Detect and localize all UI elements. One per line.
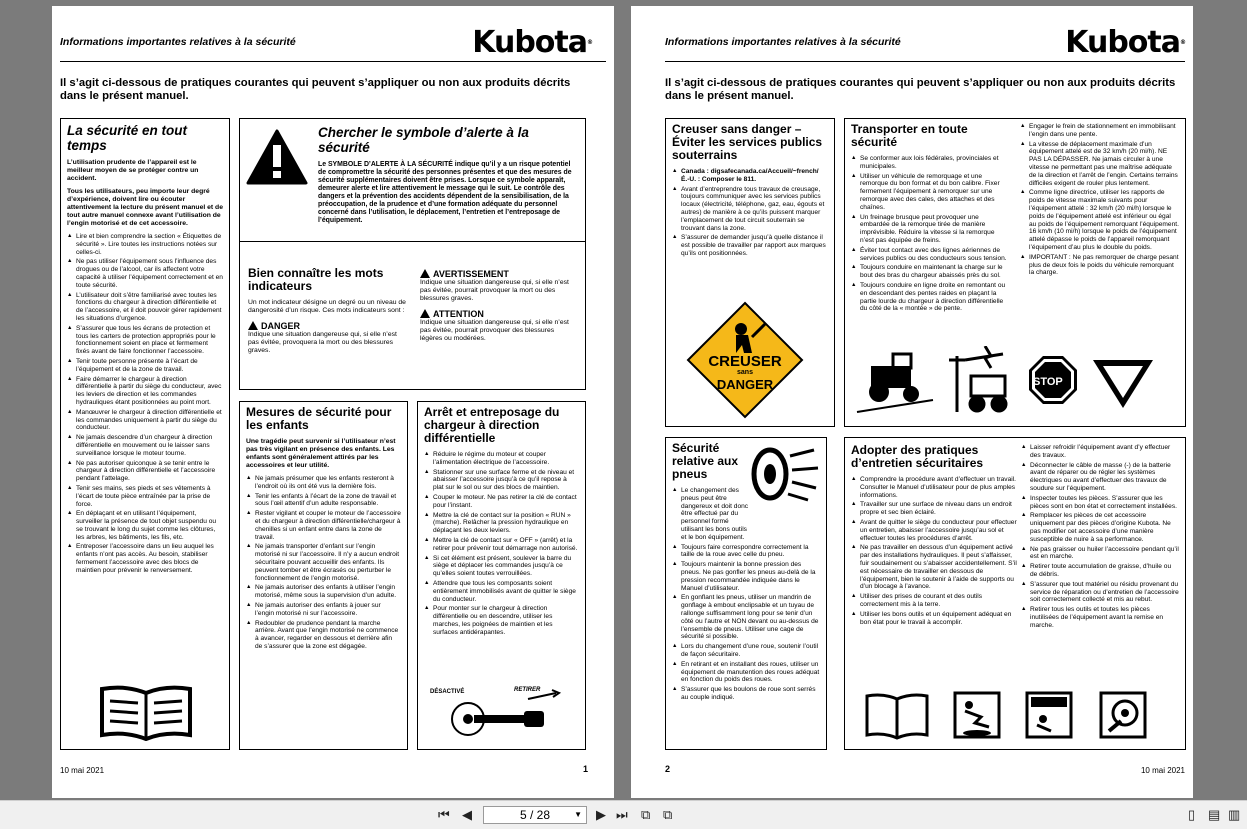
back-view-icon[interactable]: ⧉ [641, 807, 651, 822]
canada-contact: ▲ Canada : digsafecanada.ca/Accueil/~french/ É.-U. : Composer le 811. [672, 168, 828, 184]
list-item: ▲ Retirer toute accumulation de graisse, d’huile ou de débris. [1021, 563, 1179, 579]
list-item: ▲ Laisser refroidir l’équipement avant d’y effectuer des travaux. [1021, 444, 1179, 460]
stop-sign-label: STOP [1033, 376, 1063, 388]
list-item: ▲ Lire et bien comprendre la section « Étiquettes de sécurité ». Lire toutes les instructions notées sur celles-ci. [67, 233, 223, 256]
arret-box [417, 401, 586, 750]
enfants-list [246, 475, 401, 651]
entretien-list-right [1021, 444, 1179, 630]
list-item: ▲ L’utilisateur doit s’être familiarisé avec toutes les fonctions du chargeur à direction différentielle et de l’accessoire, et il doit pouvoir gérer rapidement les situations d’urgence. [67, 292, 223, 323]
manual-book-icon [867, 695, 927, 738]
creuser-box [665, 118, 835, 427]
list-item: ▲ Ne pas utiliser l’équipement sous l’influence des drogues ou de l’alcool, car ils affectent votre capacité à utiliser l’équipement correctement et en toute sécurité. [67, 258, 223, 289]
pneus-box [665, 437, 827, 750]
list-item: ▲ Utiliser les bons outils et un équipement adéquat en bon état pour le travail à accomplir. [851, 611, 1017, 627]
list-item: ▲ S’assurer que les boulons de roue sont serrés au couple indiqué. [672, 686, 820, 702]
list-item: ▲ Remplacer les pièces de cet accessoire uniquement par des pièces d’origine Kubota. Ne pas modifier cet accessoire d’une manière susceptible de nuire à sa performance. [1021, 512, 1179, 543]
entretien-box [844, 437, 1186, 750]
page-number: 2 [665, 764, 671, 774]
page-indicator: 5 / 28 [519, 808, 551, 822]
list-item: ▲ Ne jamais descendre d’un chargeur à direction différentielle en mouvement ou le laisser sans surveillance lorsque le moteur tourne. [67, 434, 223, 457]
key-icon [428, 687, 578, 743]
attention-label: ATTENTION [420, 309, 578, 319]
list-item: ▲ Déconnecter le câble de masse (-) de la batterie avant de réparer ou de régler les systèmes électriques ou avant d’effectuer des travaux de soudure sur l’équipement. [1021, 462, 1179, 493]
list-item: ▲ Retirer tous les outils et toutes les pièces inutilisées de l’équipement avant la remise en marche. [1021, 606, 1179, 629]
enfants-title: Mesures de sécurité pour les enfants [246, 405, 392, 432]
entretien-pictograms [865, 691, 1175, 741]
avertissement-label: AVERTISSEMENT [420, 269, 578, 279]
pneus-title: Sécurité relative aux pneus [672, 441, 739, 481]
list-item: ▲ Ne pas graisser ou huiler l’accessoire pendant qu’il est en marche. [1021, 546, 1179, 562]
header-rule [60, 61, 606, 62]
page-date: 10 mai 2021 [60, 766, 105, 775]
page-number-select[interactable] [483, 806, 587, 824]
key-off-label: DÉSACTIVÉ [430, 689, 465, 695]
first-page-button[interactable]: ⏮ [438, 807, 450, 822]
symbole-text: Le SYMBOLE D’ALERTE À LA SÉCURITÉ indique qu’il y a un risque potentiel de compromettre la sécurité des personnes présentes et que des mesures de sécurité supplémentaires doivent être prises. Lorsque ce symbole apparaît, demeurer alerte et lire attentivement le message qui le suit. Le contrôle des dangers et la prévention des accidents dépendent de la sensibilisation, de la préoccupation, de la prudence et d’une formation adéquate du personnel concerné dans l’utilisation, le déplacement, l’entretien et l’entreposage de l’équipement. [318, 161, 572, 224]
list-item: ▲ Avant d’entreprendre tous travaux de creusage, toujours communiquer avec les services publics locaux (électricité, téléphone, gaz, eau, égouts et autres) de manière à ce qu’ils puissent marquer l’emplacement de tout circuit souterrain se trouvant dans la zone. [672, 186, 828, 233]
list-item: ▲ Lors du changement d’une roue, soutenir l’outil de façon sécuritaire. [672, 643, 820, 659]
symbole-box [239, 118, 586, 390]
list-item: ▲ Redoubler de prudence pendant la marche arrière. Avant que l’engin motorisé ne commence à avancer, regarder en dessous et derrière afin de s’assurer que la zone est dégagée. [246, 620, 401, 651]
list-item: ▲ En déplaçant et en utilisant l’équipement, surveiller la présence de tout objet suspendu ou se trouvant le long du sujet comme les clôtures, les arbres, les bâtiments, les fils, etc. [67, 510, 223, 541]
entanglement-hazard-icon [1101, 693, 1145, 737]
list-item: ▲ Travailler sur une surface de niveau dans un endroit propre et sec bien éclairé. [851, 501, 1017, 517]
enfants-lead: Une tragédie peut survenir si l’utilisateur n’est pas très vigilant en présence des enfants. Les enfants sont généralement attirés par les accessoires et leur utilité. [246, 438, 396, 469]
list-item: ▲ Éviter tout contact avec des lignes aériennes de services publics ou des conducteurs sous tension. [851, 247, 1008, 263]
next-page-button[interactable]: ▶ [596, 807, 606, 822]
danger-text: Indique une situation dangereuse qui, si elle n’est pas évitée, provoquera la mort ou des blessures graves. [248, 331, 397, 354]
manual-book-icon [96, 683, 196, 741]
transport-illustrations [853, 346, 1183, 418]
list-item: ▲ Entreposer l’accessoire dans un lieu auquel les enfants n’ont pas accès. Au besoin, stabiliser fermement l’accessoire avec des blocs de maintien pour prévenir le renversement. [67, 543, 223, 574]
ignition-key-figure [428, 687, 578, 743]
tire-explosion-icon [748, 446, 820, 502]
single-page-view-icon[interactable]: ▯ [1188, 807, 1196, 822]
symbole-title: Chercher le symbole d’alerte à la sécurité [318, 125, 529, 155]
list-item: ▲ Comprendre la procédure avant d’effectuer un travail. Consulter le Manuel d’utilisateur pour de plus amples informations. [851, 476, 1017, 499]
transport-list-left [851, 155, 1008, 313]
chevron-down-icon: ▼ [574, 810, 582, 819]
list-item: ▲ S’assurer que tout matériel ou résidu provenant du service de réparation ou d’entretien de l’accessoire soit correctement collecté et mis au rebut. [1021, 581, 1179, 604]
list-item: ▲ Un freinage brusque peut provoquer une embardée de la remorque tirée de manière imprévisible. Réduire la vitesse si la remorque n’est pas équipée de freins. [851, 214, 1008, 245]
two-page-view-icon[interactable]: ▥ [1228, 807, 1241, 822]
list-item: ▲ Toujours maintenir la bonne pression des pneus. Ne pas gonfler les pneus au-delà de la pression recommandée indiquée dans le Manuel d’utilisateur. [672, 561, 820, 592]
avertissement-text: Indique une situation dangereuse qui, si elle n’est pas évitée, pourrait provoquer la mort ou des blessures graves. [420, 279, 569, 302]
kubota-logo: Kubota® [1065, 25, 1185, 60]
securite-box [60, 118, 230, 750]
document-page-2 [631, 6, 1193, 798]
entretien-title: Adopter des pratiques d’entretien sécuritaires [851, 443, 984, 470]
warning-triangle-icon [420, 309, 430, 318]
transport-list-right [1020, 123, 1179, 277]
list-item: ▲ Tenir ses mains, ses pieds et ses vêtements à l’écart de toute pièce entraînée par la prise de force. [67, 485, 223, 508]
list-item: ▲ Couper le moteur. Ne pas retirer la clé de contact pour l’instant. [424, 494, 579, 510]
mots-title: Bien connaître les mots indicateurs [248, 266, 384, 293]
list-item: ▲ Utiliser un véhicule de remorquage et une remorque du bon format et du bon calibre. Fixer fermement l’équipement à remorquer sur une remorque avec des cales, des attaches et des chaînes. [851, 173, 1008, 212]
forward-view-icon[interactable]: ⧉ [663, 807, 673, 822]
key-remove-label: RETIRER [514, 687, 541, 693]
list-item: ▲ Comme ligne directrice, utiliser les rapports de poids de vitesse maximale suivants pour l’équipement attelé : 32 km/h (20 mi/h) lorsque le poids de l’équipement attelé est inférieur ou égal au poids de l’équipement remorquant l’équipement. 16 km/h (10 mi/h) lorsque le poids de l’équipement attelé dépasse le poids de l’appareil remorquant l’équipement d’au plus le double du poids. [1020, 189, 1179, 251]
list-item: ▲ Ne pas travailler en dessous d’un équipement activé par des installations hydrauliques. Il peut s’affaisser, fuir soudainement ou s’abaisser accidentellement. S’il est nécessaire de travailler en dessous de l’équipement, bien le soutenir à l’aide de supports ou d’un blocage à l’avance. [851, 544, 1017, 591]
list-item: ▲ Si cet élément est présent, soulever la barre du siège et déplacer les commandes jusqu’à ce qu’elles soient toutes verrouillées. [424, 555, 579, 578]
securite-lead1: L’utilisation prudente de l’appareil est le meilleur moyen de se protéger contre un accident. [67, 159, 199, 182]
list-item: ▲ Ne jamais autoriser des enfants à utiliser l’engin motorisé, même sous la supervision d’un adulte. [246, 584, 401, 600]
list-item: ▲ Avant de quitter le siège du conducteur pour effectuer un entretien, abaisser l’accessoire jusqu’au sol et effectuer toutes les procédures d’arrêt. [851, 519, 1017, 542]
header-rule [665, 61, 1185, 62]
list-item: ▲ S’assurer de demander jusqu’à quelle distance il est possible de travailler par rapport aux marques qu’ils ont positionnées. [672, 234, 828, 257]
warning-triangle-icon [420, 269, 430, 278]
list-item: ▲ Ne jamais transporter d’enfant sur l’engin motorisé ni sur l’accessoire. Il n’y a aucun endroit sécuritaire pouvant accueillir des enfants. Ils peuvent tomber et être écrasés ou perturber le fonctionnement de l’engin motorisé. [246, 543, 401, 582]
securite-title: La sécurité en tout temps [67, 123, 188, 153]
page-header-title: Informations importantes relatives à la sécurité [60, 36, 296, 48]
list-item: ▲ Toujours conduire en maintenant la charge sur le bout des bras du chargeur abaissés près du sol. [851, 264, 1008, 280]
list-item: ▲ S’assurer que tous les écrans de protection et tous les carters de protection appropriés pour le fonctionnement soient en place et fermement fixés avant de faire fonctionner l’accessoire. [67, 325, 223, 356]
transport-title: Transporter en toute sécurité [851, 122, 968, 149]
securite-lead2: Tous les utilisateurs, peu importe leur degré d’expérience, doivent lire ou écouter attentivement la lecture du présent manuel et de tout autre manuel connexe avant l’utilisation de l’engin motorisé et de cet accessoire. [67, 188, 223, 227]
list-item: ▲ Ne jamais présumer que les enfants resteront à l’endroit où ils ont été vus la dernière fois. [246, 475, 401, 491]
yield-sign-icon [1093, 360, 1153, 408]
page-header-title: Informations importantes relatives à la sécurité [665, 36, 901, 48]
arret-title: Arrêt et entreposage du chargeur à direction différentielle [424, 405, 560, 445]
list-item: ▲ Se conformer aux lois fédérales, provinciales et municipales. [851, 155, 1008, 171]
creuser-list [672, 168, 828, 258]
entretien-list-left [851, 476, 1017, 626]
list-item: ▲ Manœuvrer le chargeur à direction différentielle et les commandes uniquement à partir du siège du conducteur. [67, 409, 223, 432]
previous-page-button[interactable]: ◀ [462, 807, 472, 822]
list-item: ▲ Faire démarrer le chargeur à direction différentielle à partir du siège du conducteur, avec les leviers de direction et les commandes hydrauliques étant positionnées au point mort. [67, 376, 223, 407]
creuser-sans-danger-sign [686, 301, 804, 419]
warning-triangle-icon [248, 321, 258, 330]
list-item: ▲ Tenir toute personne présente à l’écart de l’équipement et de la zone de travail. [67, 358, 223, 374]
power-line-icon [949, 346, 1006, 412]
list-item: ▲ Attendre que tous les composants soient entièrement immobilisés avant de quitter le siège du conducteur. [424, 580, 579, 603]
list-item: ▲ Toujours conduire en ligne droite en remontant ou en descendant des pentes raides en plaçant la partie lourde du chargeur à direction différentielle du côté de la « montée » de pente. [851, 282, 1008, 313]
list-item: ▲ Ne jamais autoriser des enfants à jouer sur l’engin motorisé ni sur l’accessoire. [246, 602, 401, 618]
list-item: ▲ Tenir les enfants à l’écart de la zone de travail et sous l’œil attentif d’un adulte responsable. [246, 493, 401, 509]
sign-word-3: DANGER [716, 377, 774, 392]
intro-text: Il s’agit ci-dessous de pratiques courantes qui peuvent s’appliquer ou non aux produits décrits dans le présent manuel. [60, 77, 571, 102]
document-page-1 [52, 6, 614, 798]
list-item: ▲ Stationner sur une surface ferme et de niveau et abaisser l’accessoire jusqu’à ce qu’il repose à plat sur le sol ou sur des blocs de maintien. [424, 469, 579, 492]
pneus-list [672, 487, 820, 702]
sign-word-1: CREUSER [708, 353, 782, 370]
list-item: ▲ Inspecter toutes les pièces. S’assurer que les pièces sont en bon état et correctement installées. [1021, 495, 1179, 511]
list-item: ▲ Utiliser des prises de courant et des outils correctement mis à la terre. [851, 593, 1017, 609]
securite-list [67, 233, 223, 575]
list-item: ▲ Pour monter sur le chargeur à direction différentielle ou en descendre, utiliser les marches, les poignées de maintien et les surfaces antidérapantes. [424, 605, 579, 636]
list-item: ▲ Engager le frein de stationnement en immobilisant l’engin dans une pente. [1020, 123, 1179, 139]
enfants-box [239, 401, 408, 750]
list-item: ▲ Le changement des pneus peut être dangereux et doit donc être effectué par du personnel formé utilisant les bons outils et le bon équipement. [672, 487, 751, 542]
tractor-slope-icon [857, 354, 933, 412]
arret-list [424, 451, 579, 637]
kubota-logo: Kubota® [472, 25, 592, 60]
intro-text: Il s’agit ci-dessous de pratiques courantes qui peuvent s’appliquer ou non aux produits décrits dans le présent manuel. [665, 77, 1176, 102]
danger-label: DANGER [248, 321, 408, 331]
viewer-toolbar [0, 800, 1247, 829]
crush-hazard-icon [1027, 693, 1071, 737]
continuous-view-icon[interactable]: ▤ [1208, 807, 1221, 822]
list-item: ▲ En gonflant les pneus, utiliser un mandrin de gonflage à embout enclipsable et un tuyau de rallonge suffisamment long pour se tenir d’un côté ou l’autre et NON devant ou au-dessus de l’ensemble de pneus. Utiliser une cage de sécurité si possible. [672, 594, 820, 641]
list-item: ▲ Réduire le régime du moteur et couper l’alimentation électrique de l’accessoire. [424, 451, 579, 467]
list-item: ▲ La vitesse de déplacement maximale d’un équipement attelé est de 32 km/h (20 mi/h). NE PAS LA DÉPASSER. Ne jamais circuler à une vitesse ne permettant pas une maîtrise adéquate de la direction et l’arrêt de l’engin. Certains terrains difficiles exigent de rouler plus lentement. [1020, 141, 1179, 188]
list-item: ▲ Rester vigilant et couper le moteur de l’accessoire et du chargeur à direction différentielle/chargeur à chenilles si un enfant entre dans la zone de travail. [246, 510, 401, 541]
page-number: 1 [582, 764, 588, 774]
attention-text: Indique une situation dangereuse qui, si elle n’est pas évitée, pourrait provoquer des blessures légères ou modérées. [420, 319, 569, 342]
list-item: ▲ Ne pas autoriser quiconque à se tenir entre le chargeur à direction différentielle et l’accessoire pendant l’attelage. [67, 460, 223, 483]
last-page-button[interactable]: ⏭ [616, 807, 628, 822]
list-item: ▲ IMPORTANT : Ne pas remorquer de charge pesant plus de deux fois le poids du véhicule remorquant la charge. [1020, 254, 1179, 277]
sign-word-2: sans [737, 369, 753, 376]
slip-hazard-icon [955, 693, 999, 737]
list-item: ▲ Mettre la clé de contact sur « OFF » (arrêt) et la retirer pour prévenir tout démarrage non autorisé. [424, 537, 579, 553]
safety-alert-icon [246, 129, 308, 185]
list-item: ▲ Mettre la clé de contact sur la position « RUN » (marche). Relâcher la pression hydraulique en déplaçant les deux leviers. [424, 512, 579, 535]
list-item: ▲ Toujours faire correspondre correctement la taille de la roue avec celle du pneu. [672, 544, 820, 560]
creuser-title: Creuser sans danger – Éviter les services publics souterrains [672, 122, 823, 162]
list-item: ▲ En retirant et en installant des roues, utiliser un équipement de manutention des roues adéquat en fonction du poids des roues. [672, 661, 820, 684]
page-date: 10 mai 2021 [1140, 766, 1185, 775]
mots-text: Un mot indicateur désigne un degré ou un niveau de dangerosité d’un risque. Ces mots indicateurs sont : [248, 299, 406, 314]
